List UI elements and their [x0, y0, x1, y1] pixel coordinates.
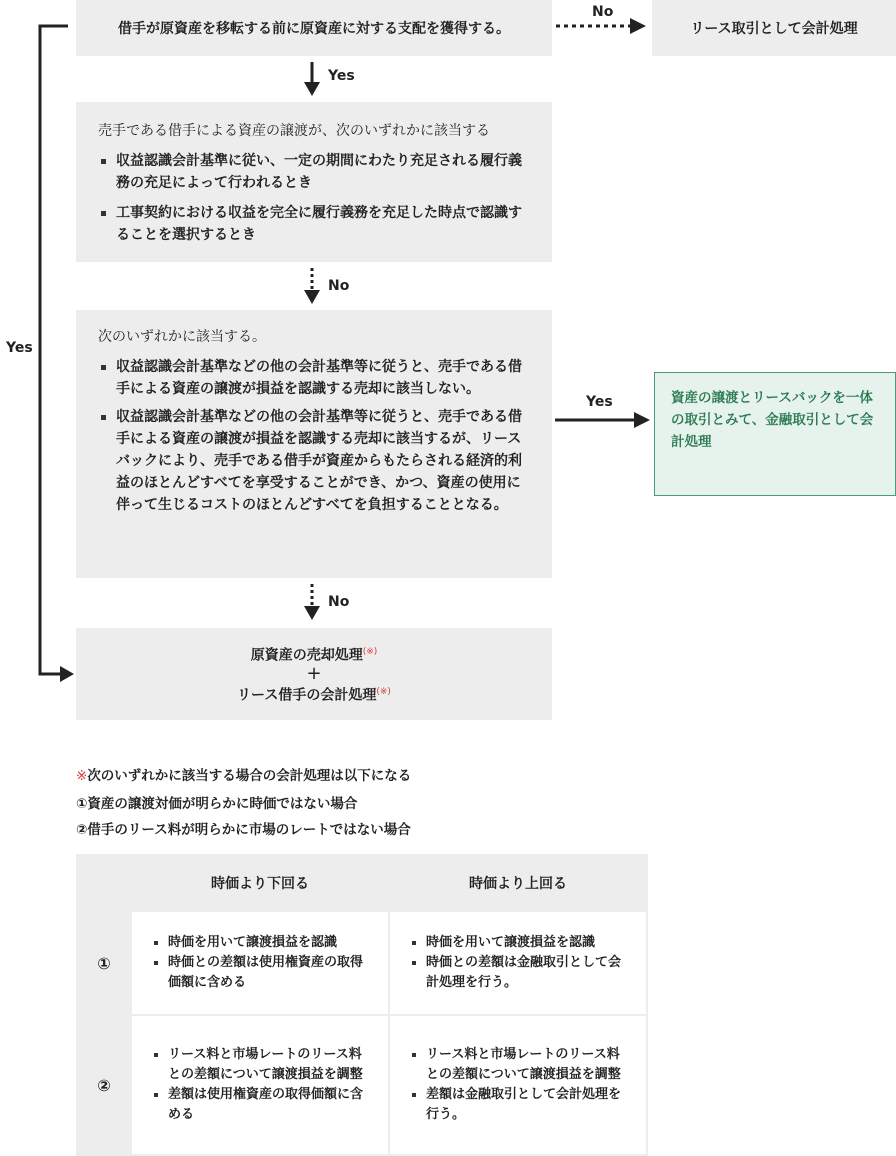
cell-item: 時価を用いて譲渡損益を認識 [410, 933, 632, 953]
sale-treatment-text: 原資産の売却処理 [250, 648, 363, 664]
decision-box-3-intro: 次のいずれかに該当する。 [98, 329, 266, 345]
label-yes-left: Yes [6, 340, 33, 356]
lease-result-text: リース取引として会計処理 [690, 21, 858, 37]
yes-arrow-1-head [304, 82, 320, 96]
row-number: ② [78, 1016, 130, 1154]
plus-sign: + [306, 663, 322, 684]
cell-item: リース料と市場レートのリース料との差額について譲渡損益を調整 [152, 1045, 374, 1085]
decision-box-2-intro: 売手である借手による資産の譲渡が、次のいずれかに該当する [98, 123, 490, 139]
table-row [78, 912, 646, 1014]
cell-item: 差額は金融取引として会計処理を行う。 [410, 1085, 632, 1125]
lessee-treatment-text: リース借手の会計処理 [237, 687, 377, 704]
cell-item: リース料と市場レートのリース料との差額について譲渡損益を調整 [410, 1045, 632, 1085]
no-arrow-3-head [304, 606, 320, 620]
cell-item: 時価との差額は使用権資産の取得価額に含める [152, 953, 374, 993]
table-cell [390, 912, 646, 1014]
label-no-2: No [328, 278, 350, 294]
decision-box-2-item: 収益認識会計基準に従い、一定の期間にわたり充足される履行義務の充足によって行われるとき [98, 150, 530, 194]
table-header-above: 時価より上回る [390, 856, 646, 910]
yes-bypass-arrowhead [60, 666, 74, 682]
lease-result-box [652, 0, 896, 56]
table-cell [132, 1016, 388, 1154]
table-cell [132, 912, 388, 1014]
accounting-table [76, 854, 648, 1156]
decision-box-1 [76, 0, 552, 56]
no-arrow-top-head [630, 18, 646, 34]
note-condition-2: ②借手のリース料が明らかに市場のレートではない場合 [76, 822, 411, 838]
note-header-text: 次のいずれかに該当する場合の会計処理は以下になる [87, 768, 412, 784]
yes-arrow-right-head [634, 412, 650, 428]
decision-box-3 [76, 310, 552, 578]
table-row [78, 1016, 646, 1154]
result-box-sale [76, 628, 552, 720]
label-no-3: No [328, 594, 350, 610]
note-mark: (※) [376, 687, 391, 697]
label-no-top: No [592, 4, 614, 20]
decision-box-2-item: 工事契約における収益を完全に履行義務を充足した時点で認識することを選択するとき [98, 202, 530, 246]
decision-box-2 [76, 102, 552, 262]
table-cell [390, 1016, 646, 1154]
row-number: ① [78, 912, 130, 1014]
cell-item: 時価との差額は金融取引として会計処理を行う。 [410, 953, 632, 993]
note-header-mark: ※ [76, 768, 88, 784]
note-condition-1: ①資産の譲渡対価が明らかに時価ではない場合 [76, 796, 358, 812]
label-yes-right: Yes [586, 394, 613, 410]
financial-transaction-text: 資産の譲渡とリースバックを一体の取引とみて、金融取引として会計処理 [671, 390, 874, 450]
note-header [76, 766, 411, 786]
yes-bypass-line [40, 26, 68, 674]
label-yes-1: Yes [328, 68, 355, 84]
decision-box-3-item: 収益認識会計基準などの他の会計基準等に従うと、売手である借手による資産の譲渡が損益を認識する売却に該当しない。 [98, 356, 530, 400]
decision-box-1-text: 借手が原資産を移転する前に原資産に対する支配を獲得する。 [118, 21, 510, 37]
no-arrow-2-head [304, 290, 320, 304]
cell-item: 時価を用いて譲渡損益を認識 [152, 933, 374, 953]
table-corner [78, 856, 130, 910]
note-mark: (※) [362, 647, 378, 658]
decision-box-3-item: 収益認識会計基準などの他の会計基準等に従うと、売手である借手による資産の譲渡が損益を認識する売却に該当するが、リースバックにより、売手である借手が資産からもたらされる経済的利益のほとんどすべてを享受することができ、かつ、資産の使用に伴って生じるコストのほとんどすべてを負担することとなる。 [98, 406, 530, 516]
cell-item: 差額は使用権資産の取得価額に含める [152, 1085, 374, 1125]
financial-transaction-box [654, 372, 896, 496]
table-header-below: 時価より下回る [132, 856, 388, 910]
